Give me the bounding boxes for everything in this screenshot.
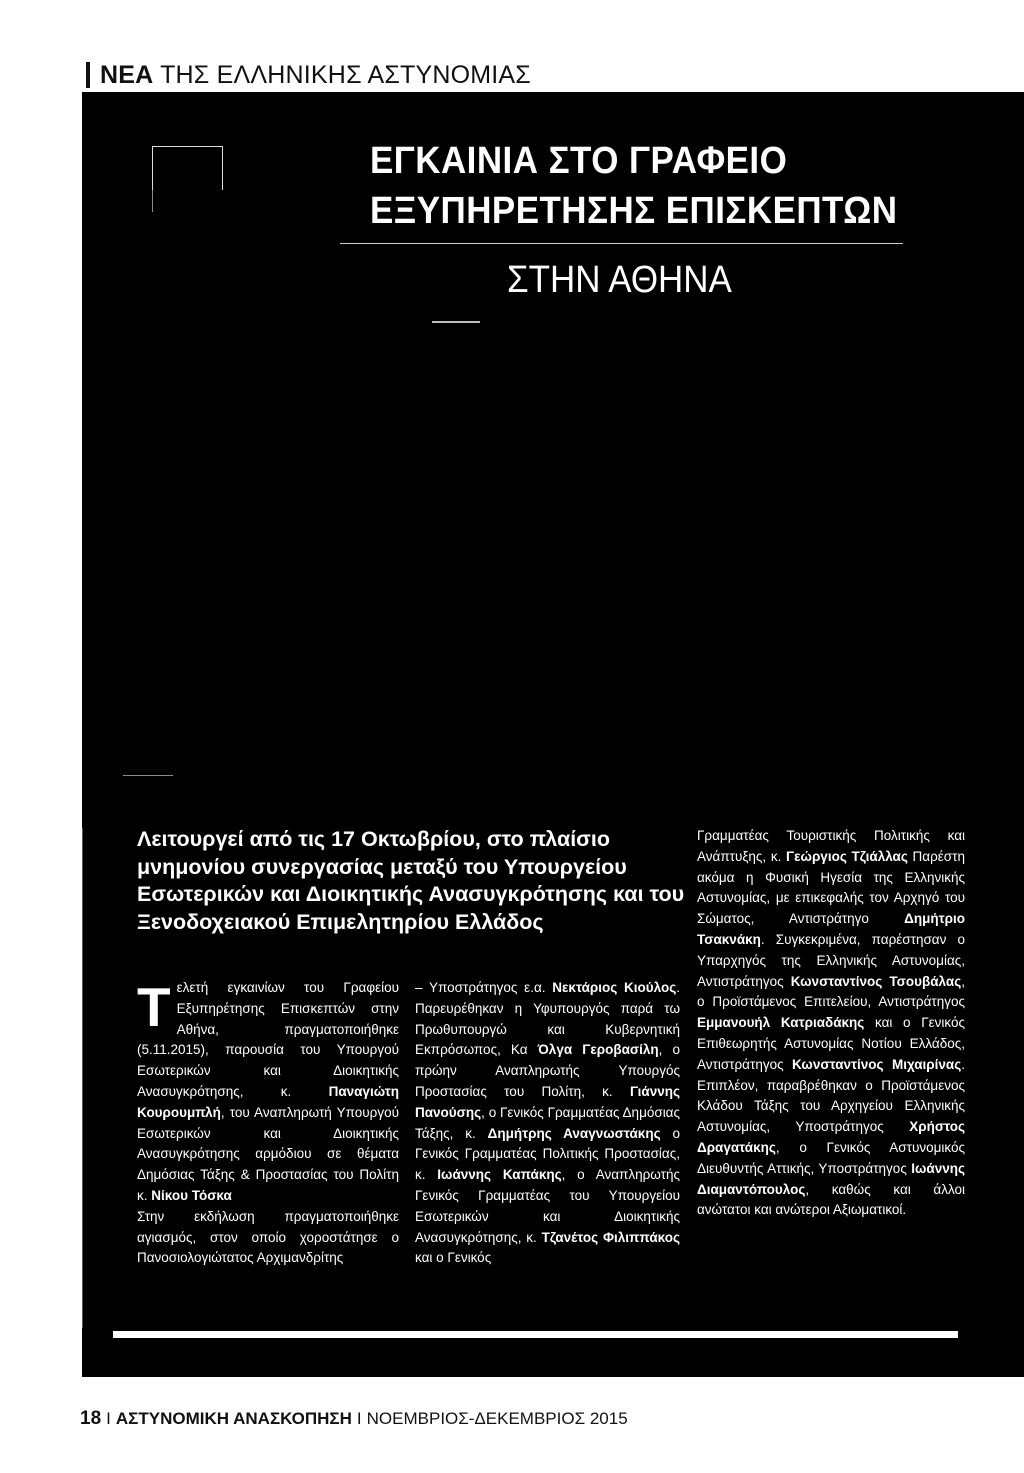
bracket-line-right xyxy=(222,146,223,190)
issue-date: ΝΟΕΜΒΡΙΟΣ-ΔΕΚΕΜΒΡΙΟΣ 2015 xyxy=(366,1409,628,1428)
title-dash xyxy=(432,321,480,323)
article-title-line3: ΣΤΗΝ ΑΘΗΝΑ xyxy=(507,259,732,301)
bracket-line-left-lower xyxy=(152,190,153,212)
section-header-rest: ΤΗΣ ΕΛΛΗΝΙΚΗΣ ΑΣΤΥΝΟΜΙΑΣ xyxy=(153,61,531,89)
bracket-line-top xyxy=(152,146,222,147)
left-margin-line xyxy=(82,828,83,1328)
article-column-2: – Υποστράτηγος ε.α. Νεκτάριος Κιούλος. Παρευρέθηκαν η Υφυπουργός παρά τω Πρωθυπουργώ και Κυβερνητική Εκπρόσωπος, Κα Όλγα Γεροβασίλη, ο πρώην Αναπληρωτής Υπουργός Προστασίας του Πολίτη, κ. Γιάννης Πανούσης, ο Γενικός Γραμματέας Δημόσιας Τάξης, κ. Δημήτρης Αναγνωστάκης ο Γενικός Γραμματέας Πολιτικής Προστασίας, κ. Ιωάννης Καπάκης, ο Αναπληρωτής Γενικός Γραμματέας του Υπουργείου Εσωτερικών και Διοικητικής Ανασυγκρότησης, κ. Τζανέτος Φιλιππάκος και ο Γενικός xyxy=(415,980,681,1266)
paragraph-ceremony: Στην εκδήλωση πραγματοποιήθηκε αγιασμός, στον οποίο χοροστάτησε ο Πανοσιολογιώτατος Αρχιμανδρίτης xyxy=(137,1208,399,1266)
name-toskas: Νίκου Τόσκα xyxy=(151,1187,232,1203)
dropcap: Τ xyxy=(137,976,171,1038)
article-column-3: Γραμματέας Τουριστικής Πολιτικής και Ανάπτυξης, κ. Γεώργιος Τζιάλλας Παρέστη ακόμα η Φυσική Ηγεσία της Ελληνικής Αστυνομίας, με επικεφαλής τον Αρχηγό του Σώματος, Αντιστράτηγο Δημήτριο Τσακνάκη. Συγκεκριμένα, παρέστησαν ο Υπαρχηγός της Ελληνικής Αστυνομίας, Αντιστράτηγος Κωνσταντίνος Τσουβάλας, ο Προϊστάμενος Επιτελείου, Αντιστράτηγος Εμμανουήλ Κατριαδάκης και ο Γενικός Επιθεωρητής Αστυνομίας Νοτίου Ελλάδος, Αντιστράτηγος Κωνσταντίνος Μιχαιρίνας. Επιπλέον, παραβρέθηκαν ο Προϊστάμενος Κλάδου Τάξης του Αρχηγείου Ελληνικής Αστυνομίας, Υποστράτηγος Χρήστος Δραγατάκης, ο Γενικός Αστυνομικός Διευθυντής Αττικής, Υποστράτηγος Ιωάννης Διαμαντόπουλος, καθώς και άλλοι ανώτατοι και ανώτεροι Αξιωματικοί. xyxy=(697,828,966,1218)
bracket-line-left xyxy=(152,146,153,190)
article-column-1: Τελετή εγκαινίων του Γραφείου Εξυπηρέτησης Επισκεπτών στην Αθήνα, πραγματοποιήθηκε (5.11.2015), παρουσία του Υπουργού Εσωτερικών και Διοικητικής Ανασυγκρότησης, κ. Παναγιώτη Κουρουμπλή, του Αναπληρωτή Υπουργού Εσωτερικών και Διοικητικής Ανασυγκρότησης αρμόδιου σε θέματα Δημόσιας Τάξης & Προστασίας του Πολίτη κ. Νίκου Τόσκα Στην εκδήλωση πραγματοποιήθηκε αγιασμός, στον οποίο χοροστάτησε ο Πανοσιολογιώτατος Αρχιμανδρίτης xyxy=(137,978,399,1269)
article-title-line1: ΕΓΚΑΙΝΙΑ ΣΤΟ ΓΡΑΦΕΙΟ xyxy=(370,140,788,182)
page-number: 18 xyxy=(80,1408,102,1429)
footer: 18 I ΑΣΤΥΝΟΜΙΚΗ ΑΝΑΣΚΟΠΗΣΗ I ΝΟΕΜΒΡΙΟΣ-ΔΕΚΕΜΒΡΙΟΣ 2015 xyxy=(80,1408,628,1429)
footer-separator: I xyxy=(106,1409,111,1428)
name-kouroumplis: Παναγιώτη Κουρουμπλή xyxy=(137,1083,399,1120)
header-bar xyxy=(86,62,90,88)
article-subtitle: Λειτουργεί από τις 17 Οκτωβρίου, στο πλαίσιο μνημονίου συνεργασίας μεταξύ του Υπουργείου Εσωτερικών και Διοικητικής Ανασυγκρότησης και του Ξενοδοχειακού Επιμελητηρίου Ελλάδος xyxy=(137,827,685,934)
footer-rule xyxy=(113,1331,958,1338)
magazine-name: ΑΣΤΥΝΟΜΙΚΗ ΑΝΑΣΚΟΠΗΣΗ xyxy=(115,1409,352,1428)
section-header xyxy=(100,61,531,90)
article-title-line2: ΕΞΥΠΗΡΕΤΗΣΗΣ ΕΠΙΣΚΕΠΤΩΝ xyxy=(370,190,898,232)
section-header-bold: ΝΕΑ xyxy=(100,61,154,89)
left-dash xyxy=(123,775,173,776)
title-divider xyxy=(340,243,903,244)
